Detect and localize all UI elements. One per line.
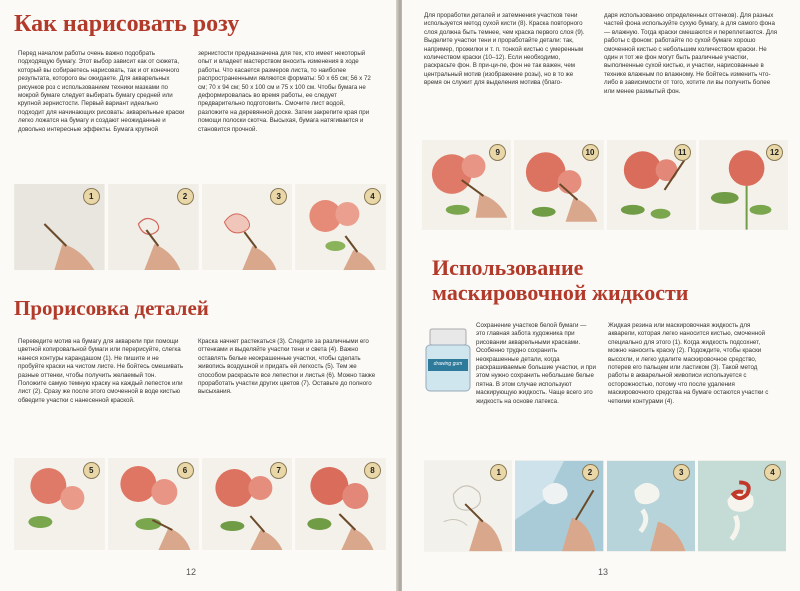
top-text-col1: Для проработки деталей и затемнения участков тени используется метод сухой кисти (8). Краска повторного слоя должна быть темнее, чем краска первого слоя (9). Выделите участки тени и проработайте детали: так, например, прожилки и т. п. тонкой кистью с умеренным количеством краски (10–12). Если необходимо, раскрасьте фон. В при-ци-пе, фон не так важен, чем центральный мотив (изображение розы), но в то же время он служит для выделения мотива (благо-	[424, 12, 585, 87]
section-title-line1: Использование	[432, 255, 584, 280]
step-photo	[108, 184, 199, 270]
step-photo	[14, 458, 105, 550]
step-number-badge: 4	[364, 188, 381, 205]
step-photo	[295, 184, 386, 270]
step-number-badge: 4	[764, 464, 781, 481]
masking-fluid-bottle-image	[424, 325, 472, 393]
step-number-badge: 3	[270, 188, 287, 205]
step-photo	[515, 460, 603, 552]
right-page	[402, 0, 800, 591]
step-number-badge: 1	[490, 464, 507, 481]
step-number-badge: 1	[83, 188, 100, 205]
detail-text-col1: Переведите мотив на бумагу для акварели при помощи цветной копировальной бумаги или перерисуйте, слегка нанеся контуры карандашом (1). Не пишите и не пробуйте краски на чистом листе. Не бойтесь смешивать разные оттенки, чтобы получить желаемый тон. Положите самую темную краску на каждый лепесток или лист (2). Сразу же после этого смоченной в воде кистью обведите участки с нанесенной краской.	[18, 338, 184, 404]
step-photo	[698, 460, 786, 552]
step-number-badge: 9	[489, 144, 506, 161]
page-title: Как нарисовать розу	[14, 11, 240, 37]
step-photo	[14, 184, 105, 270]
step-number-badge: 2	[177, 188, 194, 205]
step-number-badge: 12	[766, 144, 783, 161]
step-photo	[699, 140, 788, 230]
step-number-badge: 2	[582, 464, 599, 481]
step-photos-strip-2	[14, 458, 386, 550]
step-photo	[422, 140, 511, 230]
intro-text-col1: Перед началом работы очень важно подобрать подходящую бумагу. Этот выбор зависит как от сюжета, который вы собираетесь нарисовать, так и от конечного результата, которого вы ожидаете. Для акварельных рисунков роз с использованием техники мазками по мокрой бумаге следует выбирать бумагу средней или крупной зернистости. Первый вариант идеально подходит для начинающих рисовать: акварельные краски легко ложатся на бумагу и создают неожиданные и довольно интересные эффекты. Бумага крупной	[18, 50, 185, 133]
step-photo	[607, 460, 695, 552]
page-number: 13	[598, 567, 609, 577]
step-photos-strip-3	[422, 140, 788, 230]
step-photo	[424, 460, 512, 552]
section-title-line2: маскировочной жидкости	[432, 280, 689, 305]
section-title: Прорисовка деталей	[14, 296, 209, 320]
step-photo	[514, 140, 603, 230]
page-number: 12	[186, 567, 197, 577]
step-photos-strip-4	[424, 460, 786, 552]
step-number-badge: 10	[582, 144, 599, 161]
intro-text-col2: зернистости предназначена для тех, кто имеет некоторый опыт и владеет мастерством вносить изменения в ходе работы. Что касается размеров листа, то наиболее распространенными являются форматы: 50 x 65 см; 56 x 72 см; 70 x 94 см; 50 x 100 см и 75 x 100 см. Чтобы бумага не деформировалась во время работы, ее следует предварительно подготовить. Смочите лист водой, разложите на деревянной доске. Затем закрепите края при помощи полоски скотча. Высыхая, бумага натягивается и становится прочной.	[198, 50, 371, 133]
step-photo	[295, 458, 386, 550]
step-photo	[607, 140, 696, 230]
mask-text-col2: Жидкая резина или маскировочная жидкость для акварели, которая легко наносится кистью, смоченной специально для этого (1). Когда жидкость подсохнет, можно наносить краску (2). Подождите, чтобы краски высохли, и легко удалите маскировочное средство, потерев его пальцем или ластиком (3). Такой метод работы в акварельной живописи используется с осторожностью, потому что после удаления маскировочного средства на бумаге остаются участки с четкими контурами (4).	[608, 322, 769, 405]
bottle-label: drawing gum	[433, 361, 463, 367]
detail-text-col2: Краска начнет растекаться (3). Следите за различными его оттенками и выделяйте участки тени и света (4). Важно оставлять белые неокрашенные участки, чтобы сделать живопись воздушной и придать ей легкость (5). Тем же способом раскрасьте все лепестки и листья (6). Можно также проработать участки других цветов (7). Оставьте до полного высыхания.	[198, 338, 376, 396]
step-photo	[202, 184, 293, 270]
step-photo	[202, 458, 293, 550]
top-text-col2: даря использованию определенных оттенков). Для разных частей фона используйте сухую бумагу, а для самого фона — влажную. Тогда краски смешаются и переплетаются. Для работы с фоном: работайте по сухой бумаге хорошо смоченной кистью с небольшим количеством краски. Не один и тот же фон могут быть различные участки, выполненные сухой кистью, и участки, нарисованные в технике влажным по влажному. Не бойтесь изменить что-либо в зависимости от того, хотите ли вы получить более или менее размытый фон.	[604, 12, 778, 95]
left-page	[0, 0, 398, 591]
step-number-badge: 3	[673, 464, 690, 481]
step-number-badge: 6	[177, 462, 194, 479]
mask-text-col1: Сохранение участков белой бумаги — это главная забота художника при рисовании акварельными красками. Особенно трудно сохранить неокрашенные детали, когда раскрашиваемые большие участки, и при этом нужно сохранить небольшие белые пятна. В этом случае используют маскирующую жидкость. Чаще всего это жидкость на основе латекса.	[476, 322, 596, 405]
step-photos-strip-1	[14, 184, 386, 270]
step-number-badge: 5	[83, 462, 100, 479]
step-number-badge: 7	[270, 462, 287, 479]
step-number-badge: 8	[364, 462, 381, 479]
step-photo	[108, 458, 199, 550]
step-number-badge: 11	[674, 144, 691, 161]
